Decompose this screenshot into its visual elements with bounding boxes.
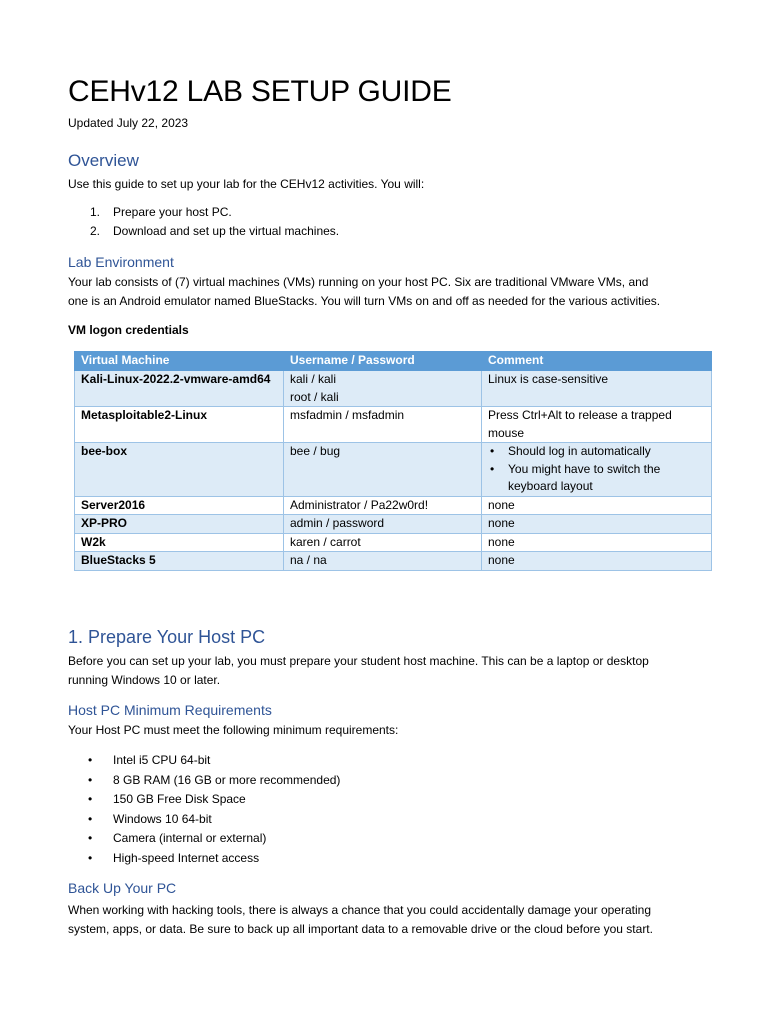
- overview-steps: [68, 203, 708, 241]
- column-header: Comment: [482, 352, 712, 371]
- table-row: Metasploitable2-Linux msfadmin / msfadmin Press Ctrl+Alt to release a trapped mouse: [75, 407, 712, 443]
- credentials-table: [74, 351, 712, 571]
- list-item: • Camera (internal or external): [88, 831, 267, 845]
- backup-heading: Back Up Your PC: [68, 880, 177, 896]
- column-header: Username / Password: [284, 352, 482, 371]
- list-item: 2. Download and set up the virtual machines.: [90, 224, 340, 238]
- list-item: • Intel i5 CPU 64-bit: [88, 753, 211, 767]
- table-row: bee-box bee / bug • Should log in automatically • You might have to switch the keyboard layout: [75, 443, 712, 497]
- page-title: CEHv12 LAB SETUP GUIDE: [68, 75, 452, 108]
- backup-text: When working with hacking tools, there is always a chance that you could accidentally damage your operating system, apps, or data. Be sure to back up all important data to a removable drive or the cloud before you start.: [68, 903, 653, 936]
- requirements-list: [68, 751, 708, 868]
- table-row: XP-PRO admin / password none: [75, 515, 712, 534]
- requirements-heading: Host PC Minimum Requirements: [68, 702, 272, 718]
- overview-heading: Overview: [68, 151, 139, 170]
- list-item: 1. Prepare your host PC.: [90, 205, 232, 219]
- table-row: W2k karen / carrot none: [75, 533, 712, 552]
- requirements-intro: Your Host PC must meet the following minimum requirements:: [68, 723, 399, 737]
- section-1-text: Before you can set up your lab, you must prepare your student host machine. This can be a laptop or desktop running Windows 10 or later.: [68, 654, 649, 687]
- list-item: • High-speed Internet access: [88, 850, 260, 865]
- list-item: • Windows 10 64-bit: [88, 811, 212, 826]
- section-1-heading: 1. Prepare Your Host PC: [68, 627, 266, 647]
- list-item: • 8 GB RAM (16 GB or more recommended): [88, 772, 341, 787]
- lab-environment-heading: Lab Environment: [68, 254, 174, 270]
- updated-date: Updated July 22, 2023: [68, 116, 189, 130]
- table-row: Server2016 Administrator / Pa22w0rd! none: [75, 496, 712, 515]
- lab-environment-text: Your lab consists of (7) virtual machines (VMs) running on your host PC. Six are traditional VMware VMs, and one is an Android emulator named BlueStacks. You will turn VMs on and off as needed for the various activities.: [68, 275, 661, 308]
- overview-intro: Use this guide to set up your lab for the CEHv12 activities. You will:: [68, 177, 425, 191]
- credentials-heading: VM logon credentials: [68, 323, 189, 337]
- list-item: • Should log in automatically: [490, 444, 651, 458]
- table-header-row: [75, 352, 712, 371]
- table-row: Kali-Linux-2022.2-vmware-amd64 kali / kali root / kali Linux is case-sensitive: [75, 371, 712, 407]
- column-header: Virtual Machine: [75, 352, 284, 371]
- list-item: • 150 GB Free Disk Space: [88, 792, 246, 806]
- list-item: • You might have to switch the: [490, 461, 661, 476]
- table-row: BlueStacks 5 na / na none: [75, 552, 712, 571]
